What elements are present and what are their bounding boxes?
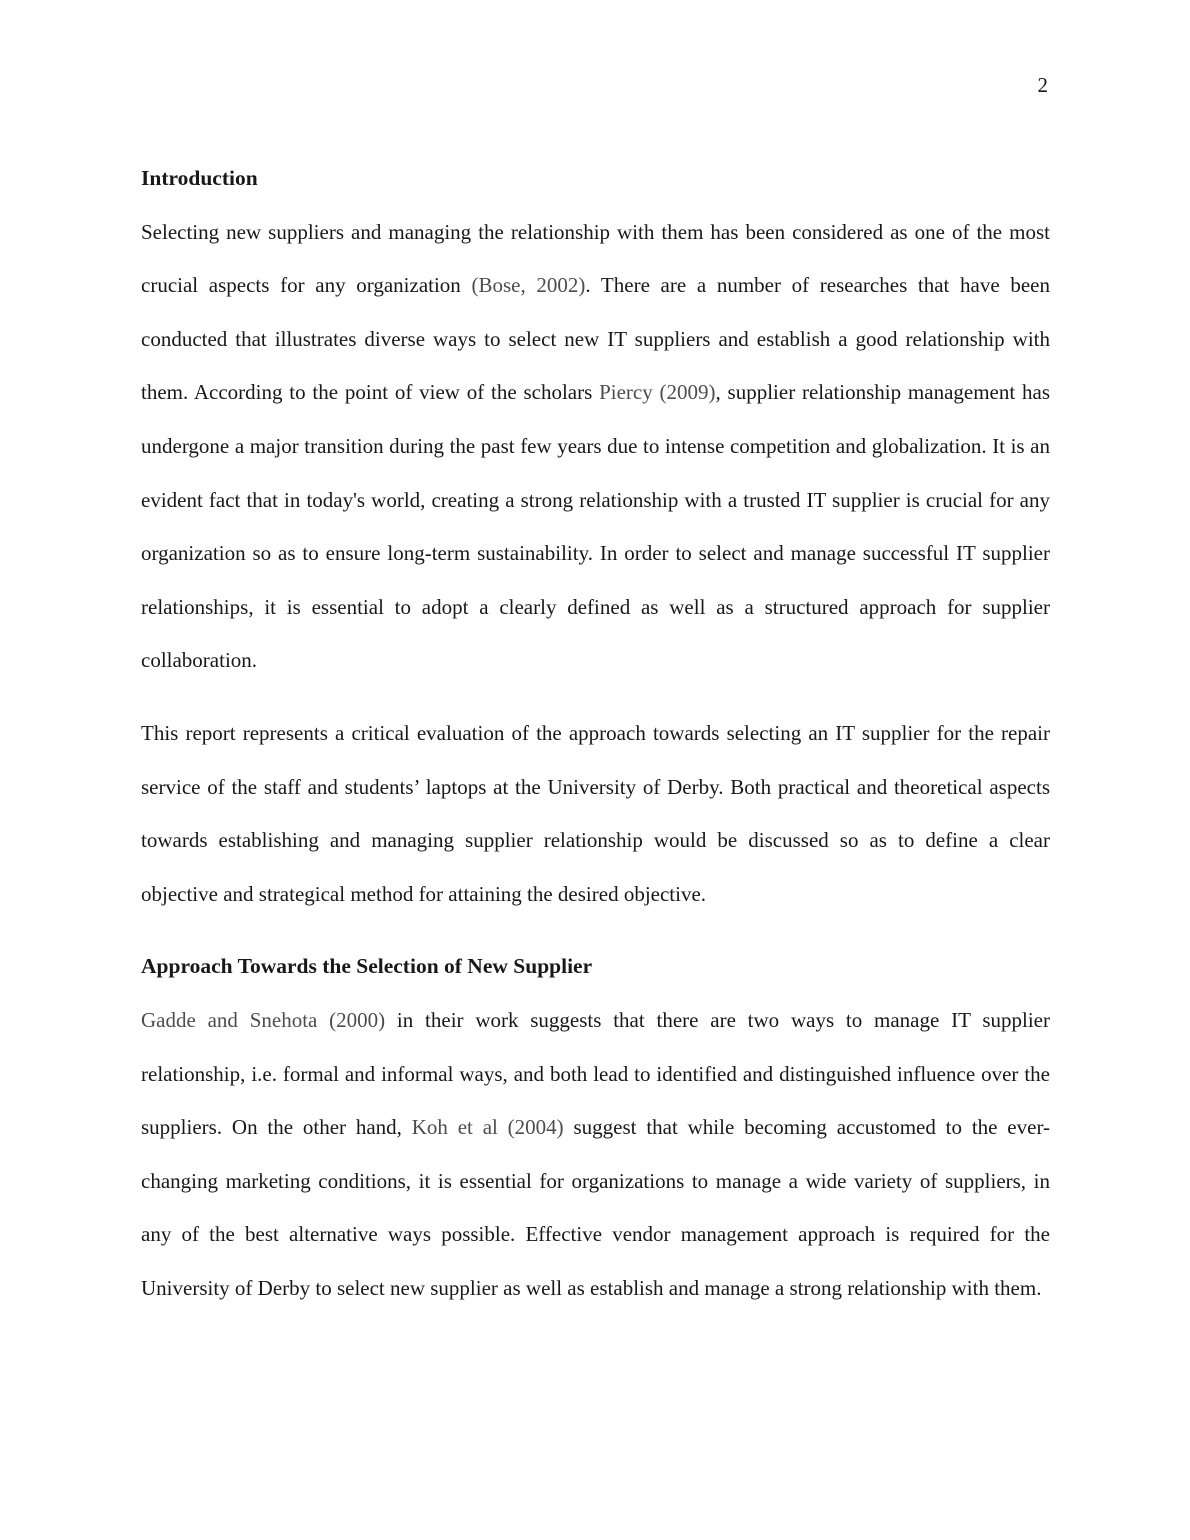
document-body — [141, 152, 1050, 1334]
text-run: . There are a number of researches that have been conducted that illustrates diverse ways to select new IT suppliers and establish a good relationship with them. According to the point of view of the scholars — [141, 273, 1051, 405]
text-run: This report represents a critical evaluation of the approach towards selecting an IT supplier for the repair service of the staff and students’ laptops at the University of Derby. Both practical and theoretical aspects towards establishing and managing supplier relationship would be discussed so as to define a clear objective and strategical method for attaining the desired objective. — [141, 720, 1050, 906]
text-run: Selecting new suppliers and managing the relationship with them has been considered as one of the most crucial aspects for any organization — [141, 219, 1050, 298]
paragraph-approach-1 — [141, 994, 1050, 1316]
page-number: 2 — [1037, 73, 1048, 97]
section-heading-approach: Approach Towards the Selection of New Supplier — [141, 954, 593, 979]
citation: Koh et al (2004) — [411, 1115, 564, 1140]
citation: Piercy (2009) — [599, 380, 716, 405]
text-run: suggest that while becoming accustomed to the ever-changing marketing conditions, it is essential for organizations to manage a wide variety of suppliers, in any of the best alternative ways possible. Effective vendor management approach is required for the University of Derby to select new supplier as well as establish and manage a strong relationship with them. — [141, 1115, 1051, 1300]
citation: (Bose, 2002) — [471, 273, 586, 298]
text-run: , supplier relationship management has undergone a major transition during the past few years due to intense competition and globalization. It is an evident fact that in today's world, creating a strong relationship with a trusted IT supplier is crucial for any organization so as to ensure long-term sustainability. In order to select and manage successful IT supplier relationships, it is essential to adopt a clearly defined as well as a structured approach for supplier collaboration. — [141, 380, 1050, 673]
citation: Gadde and Snehota (2000) — [141, 1007, 386, 1032]
paragraph-introduction-1 — [141, 206, 1050, 688]
section-heading-introduction: Introduction — [141, 166, 258, 190]
paragraph-introduction-2 — [141, 707, 1050, 921]
text-run: in their work suggests that there are two ways to manage IT supplier relationship, i.e. formal and informal ways, and both lead to identified and distinguished influence over the suppliers. On the other hand, — [141, 1007, 1050, 1140]
